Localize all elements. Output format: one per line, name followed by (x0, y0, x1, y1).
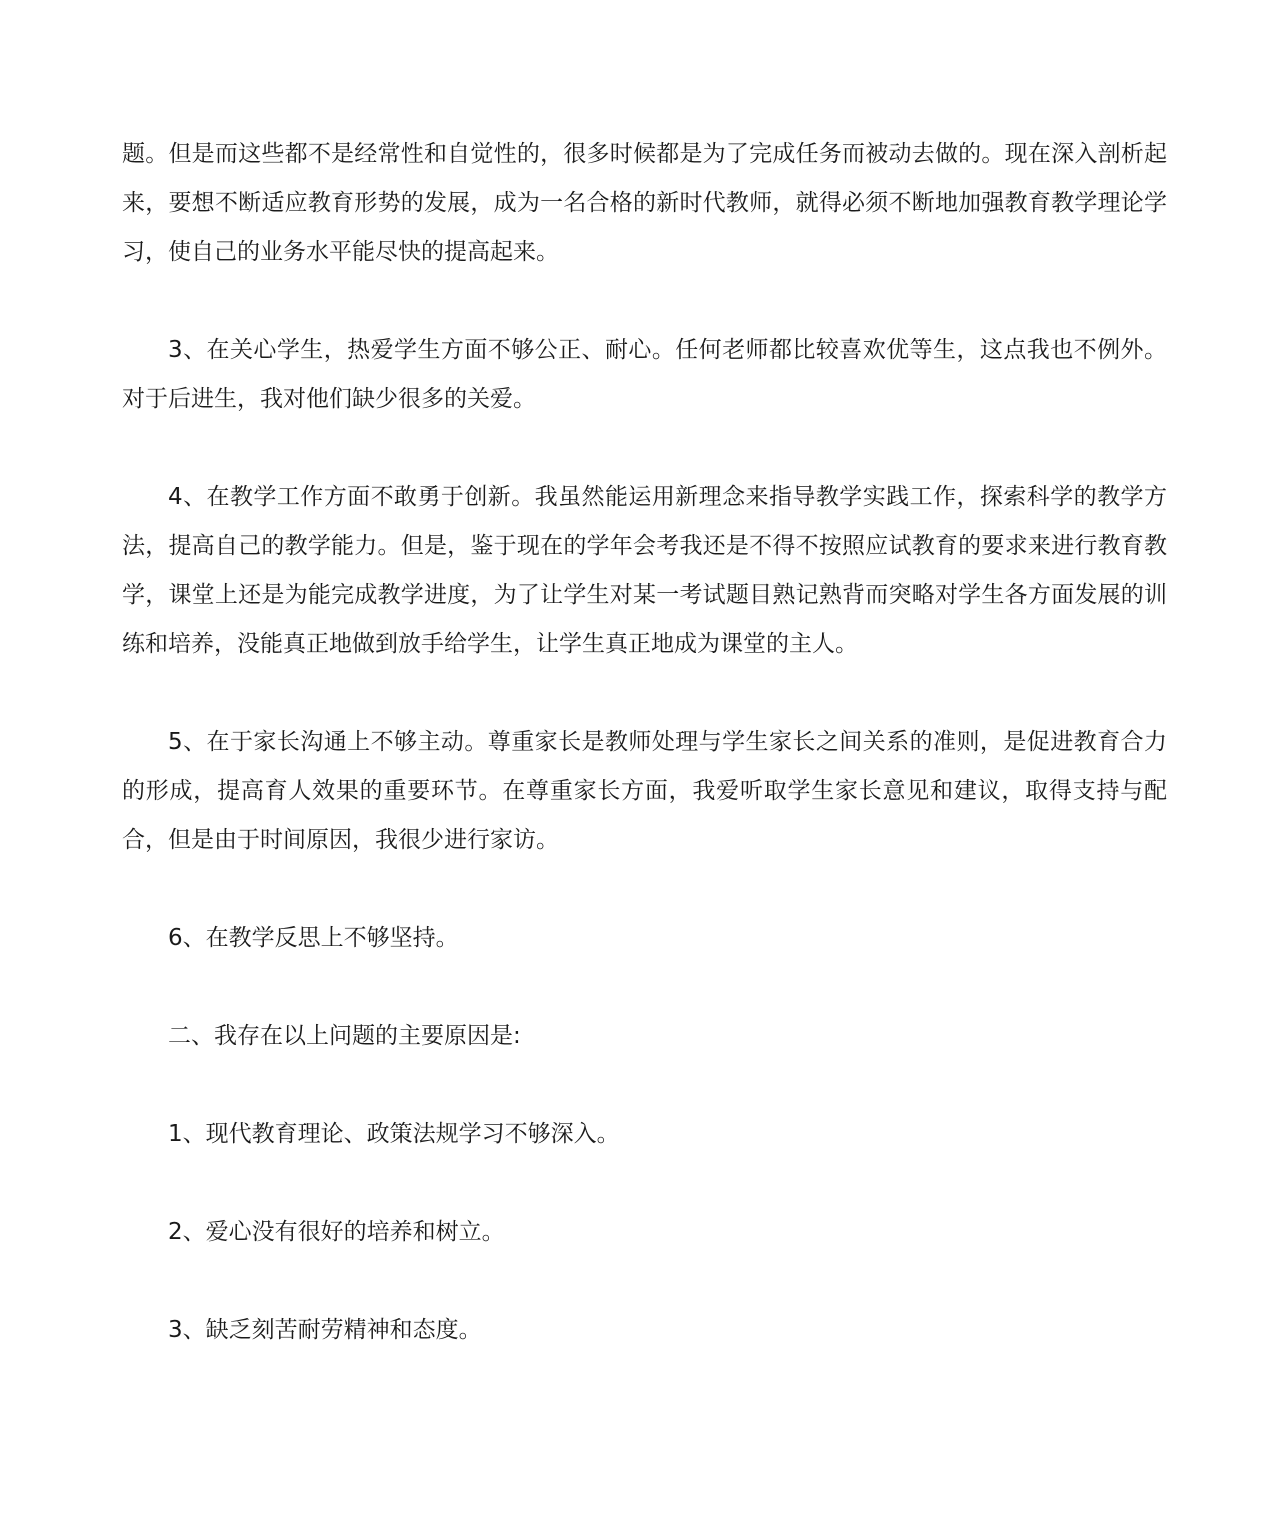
section-heading-reasons: 二、我存在以上问题的主要原因是: (168, 1023, 521, 1049)
paragraph-item-5: 5、在于家长沟通上不够主动。尊重家长是教师处理与学生家长之间关系的准则，是促进教育合力的形成，提高育人效果的重要环节。在尊重家长方面，我爱听取学生家长意见和建议，取得支持与配合，但是由于时间原因，我很少进行家访。 (122, 729, 1167, 853)
reason-item-2: 2、爱心没有很好的培养和树立。 (168, 1219, 505, 1245)
paragraph-continuation: 题。但是而这些都不是经常性和自觉性的，很多时候都是为了完成任务而被动去做的。现在深入剖析起来，要想不断适应教育形势的发展，成为一名合格的新时代教师，就得必须不断地加强教育教学理论学习，使自己的业务水平能尽快的提高起来。 (122, 141, 1167, 265)
reason-item-3: 3、缺乏刻苦耐劳精神和态度。 (168, 1317, 482, 1343)
paragraph-item-4: 4、在教学工作方面不敢勇于创新。我虽然能运用新理念来指导教学实践工作，探索科学的教学方法，提高自己的教学能力。但是，鉴于现在的学年会考我还是不得不按照应试教育的要求来进行教育教学，课堂上还是为能完成教学进度，为了让学生对某一考试题目熟记熟背而突略对学生各方面发展的训练和培养，没能真正地做到放手给学生，让学生真正地成为课堂的主人。 (122, 484, 1167, 657)
reason-item-1: 1、现代教育理论、政策法规学习不够深入。 (168, 1121, 620, 1147)
paragraph-item-3: 3、在关心学生，热爱学生方面不够公正、耐心。任何老师都比较喜欢优等生，这点我也不例外。对于后进生，我对他们缺少很多的关爱。 (122, 337, 1167, 412)
paragraph-item-6: 6、在教学反思上不够坚持。 (168, 925, 459, 951)
